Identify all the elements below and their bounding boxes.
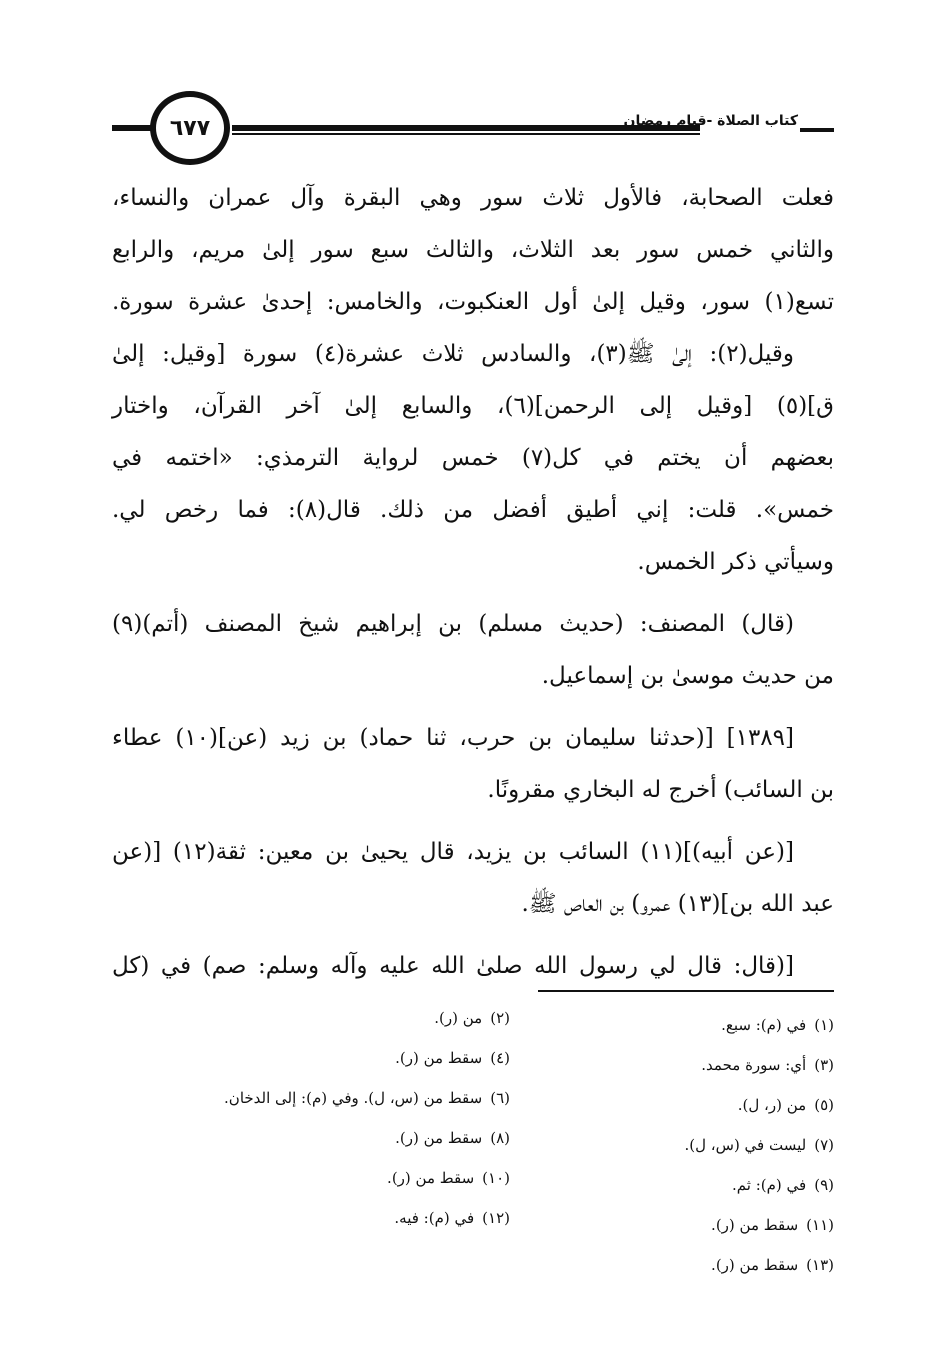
text-line: [(عن أبيه)](١١) السائب بن يزيد، قال يحيىٰ بن معين: ثقة(١٢) [(عن	[112, 839, 794, 865]
footnote: (٥)من (ر، ل).	[737, 1096, 834, 1114]
hadith-number-line: [١٣٨٩] [(حدثنا سليمان بن حرب، ثنا حماد) بن زيد (عن](١٠) عطاء	[112, 725, 794, 751]
footnote: (٦)سقط من (س، ل). وفي (م): إلى الدخان.	[224, 1089, 510, 1107]
text-line: خمس». قلت: إني أطيق أفضل من ذلك. قال(٨): فما رخص لي.	[112, 497, 835, 523]
footnote: (١١)سقط من (ر).	[711, 1216, 834, 1234]
text-line: بعضهم أن يختم في كل(٧) خمس لرواية الترمذي: «اختمه في	[112, 445, 834, 471]
text-line: وقيل(٢): إلىٰ ﷺ(٣)، والسادس ثلاث عشرة(٤) سورة [وقيل: إلىٰ	[112, 341, 794, 367]
header-rule-left	[112, 125, 152, 131]
footnote: (٣)أي: سورة محمد.	[701, 1056, 834, 1074]
text-line: (قال) المصنف: (حديث مسلم) بن إبراهيم شيخ المصنف (أتم)(٩)	[112, 611, 794, 637]
text-line: والثاني خمس سور بعد الثلاث، والثالث سبع سور إلىٰ مريم، والرابع	[112, 237, 834, 263]
text-line: بن السائب) أخرج له البخاري مقرونًا.	[487, 777, 834, 803]
footnote: (٤)سقط من (ر).	[395, 1049, 510, 1067]
footnote: (١)في (م): سبع.	[721, 1016, 834, 1034]
main-text	[112, 172, 834, 992]
footnote: (١٢)في (م): فيه.	[394, 1209, 510, 1227]
footnote: (٧)ليست في (س، ل).	[684, 1136, 834, 1154]
text-line: [(قال: قال لي رسول الله صلىٰ الله عليه وآله وسلم: صم) في (كل	[112, 953, 794, 979]
text-line: تسع(١) سور، وقيل إلىٰ أول العنكبوت، والخامس: إحدىٰ عشرة سورة.	[112, 289, 834, 315]
footnote: (١٠)سقط من (ر).	[387, 1169, 510, 1187]
page-header	[112, 95, 834, 165]
footnotes-left-column	[110, 998, 510, 1238]
text-line: عبد الله بن](١٣) عمرو) بن العاص ﷺ.	[521, 891, 834, 917]
text-line: من حديث موسىٰ بن إسماعيل.	[541, 663, 834, 689]
text-line: وسيأتي ذكر الخمس.	[637, 549, 834, 575]
footnote: (١٣)سقط من (ر).	[711, 1256, 834, 1274]
header-rule-middle-thin	[232, 133, 700, 135]
running-title: كتاب الصلاة -قيام رمضان	[623, 113, 798, 129]
footnote-separator	[538, 990, 834, 992]
page-number: ٦٧٧	[150, 91, 230, 165]
header-rule-right	[800, 128, 834, 132]
footnotes-right-column	[540, 1005, 834, 1285]
text-line: فعلت الصحابة، فالأول ثلاث سور وهي البقرة وآل عمران والنساء،	[112, 185, 834, 211]
text-line: ق](٥) [وقيل إلى الرحمن](٦)، والسابع إلىٰ آخر القرآن، واختار	[112, 393, 834, 419]
footnote: (٩)في (م): ثم.	[732, 1176, 834, 1194]
footnote: (٢)من (ر).	[434, 1009, 510, 1027]
footnote: (٨)سقط من (ر).	[395, 1129, 510, 1147]
